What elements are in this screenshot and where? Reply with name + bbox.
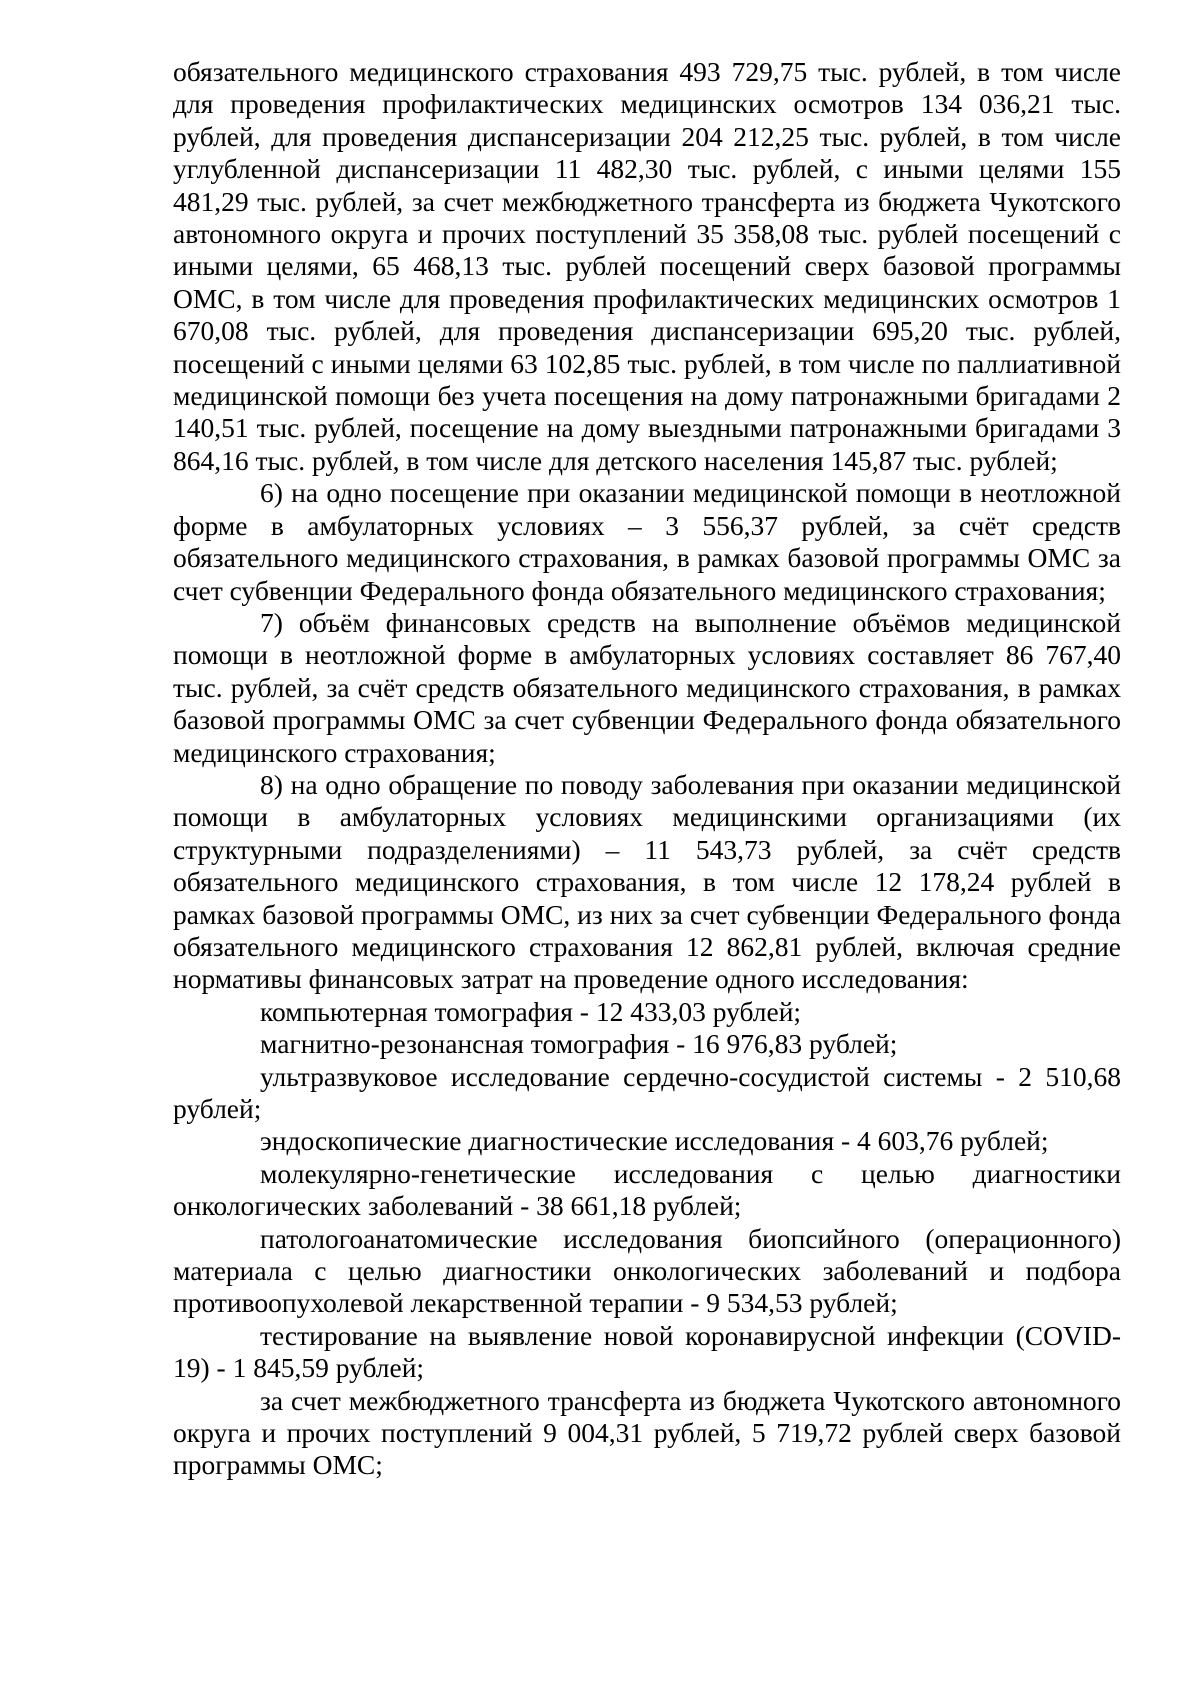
list-item-interbudget-transfer: за счет межбюджетного трансферта из бюджета Чукотского автономного округа и прочих поступлений 9 004,31 рублей, 5 719,72 рублей сверх базовой программы ОМС; (173, 1384, 1121, 1481)
paragraph-item-7: 7) объём финансовых средств на выполнение объёмов медицинской помощи в неотложной форме в амбулаторных условиях составляет 86 767,40 тыс. рублей, за счёт средств обязательного медицинского страхования, в рамках базовой программы ОМС за счет субвенции Федерального фонда обязательного медицинского страхования; (173, 606, 1121, 768)
paragraph-item-6: 6) на одно посещение при оказании медицинской помощи в неотложной форме в амбулаторных условиях – 3 556,37 рублей, за счёт средств обязательного медицинского страхования, в рамках базовой программы ОМС за счет субвенции Федерального фонда обязательного медицинского страхования; (173, 477, 1121, 606)
list-item-mri: магнитно-резонансная томография - 16 976,83 рублей; (260, 1028, 898, 1060)
list-item-endoscopy: эндоскопические диагностические исследования - 4 603,76 рублей; (260, 1125, 1049, 1157)
document-page (173, 56, 1121, 1482)
list-item-covid-test: тестирование на выявление новой коронавирусной инфекции (COVID-19) - 1 845,59 рублей; (173, 1319, 1121, 1384)
paragraph-item-8: 8) на одно обращение по поводу заболевания при оказании медицинской помощи в амбулаторных условиях медицинскими организациями (их структурными подразделениями) – 11 543,73 рублей, за счёт средств обязательного медицинского страхования, в том числе 12 178,24 рублей в рамках базовой программы ОМС, из них за счет субвенции Федерального фонда обязательного медицинского страхования 12 862,81 рублей, включая средние нормативы финансовых затрат на проведение одного исследования: (173, 768, 1121, 995)
list-item-pathology: патологоанатомические исследования биопсийного (операционного) материала с целью диагностики онкологических заболеваний и подбора противоопухолевой лекарственной терапии - 9 534,53 рублей; (173, 1222, 1121, 1319)
list-item-ct: компьютерная томография - 12 433,03 рублей; (260, 995, 802, 1027)
list-item-molecular-genetic: молекулярно-генетические исследования с целью диагностики онкологических заболеваний - 38 661,18 рублей; (173, 1157, 1121, 1222)
list-item-ultrasound: ультразвуковое исследование сердечно-сосудистой системы - 2 510,68 рублей; (173, 1060, 1121, 1124)
paragraph-continuation: обязательного медицинского страхования 493 729,75 тыс. рублей, в том числе для проведения профилактических медицинских осмотров 134 036,21 тыс. рублей, для проведения диспансеризации 204 212,25 тыс. рублей, в том числе углубленной диспансеризации 11 482,30 тыс. рублей, с иными целями 155 481,29 тыс. рублей, за счет межбюджетного трансферта из бюджета Чукотского автономного округа и прочих поступлений 35 358,08 тыс. рублей посещений с иными целями, 65 468,13 тыс. рублей посещений сверх базовой программы ОМС, в том числе для проведения профилактических медицинских осмотров 1 670,08 тыс. рублей, для проведения диспансеризации 695,20 тыс. рублей, посещений с иными целями 63 102,85 тыс. рублей, в том числе по паллиативной медицинской помощи без учета посещения на дому патронажными бригадами 2 140,51 тыс. рублей, посещение на дому выездными патронажными бригадами 3 864,16 тыс. рублей, в том числе для детского населения 145,87 тыс. рублей; (173, 56, 1121, 476)
